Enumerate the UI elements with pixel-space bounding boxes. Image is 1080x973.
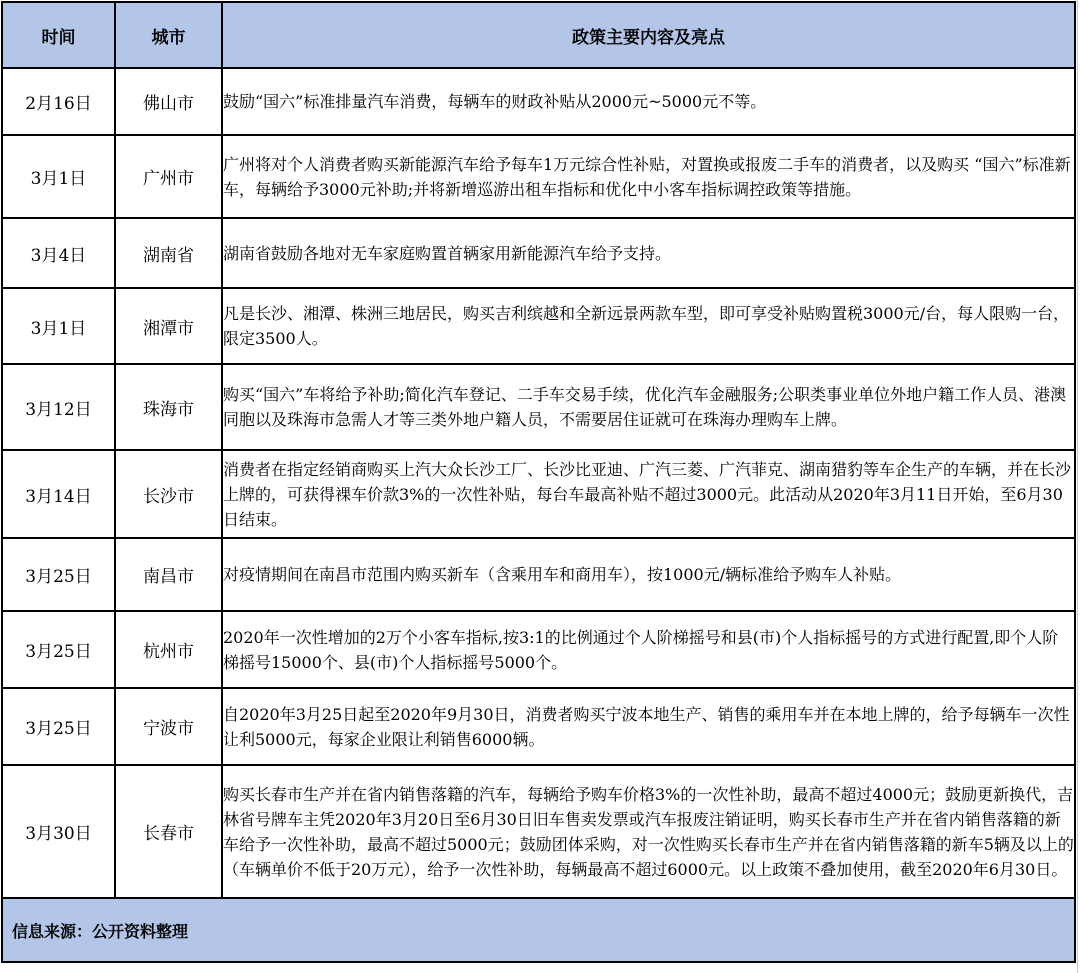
- row-content: 凡是长沙、湘潭、株洲三地居民，购买吉利缤越和全新远景两款车型，即可享受补贴购置税3000元/台，每人限购一台，限定3500人。: [222, 288, 1075, 364]
- row-content: 购买“国六”车将给予补助;简化汽车登记、二手车交易手续，优化汽车金融服务;公职类事业单位外地户籍工作人员、港澳同胞以及珠海市急需人才等三类外地户籍人员，不需要居住证就可在珠海办理购车上牌。: [222, 364, 1075, 450]
- row-city: 南昌市: [115, 538, 222, 611]
- row-content: 鼓励“国六”标准排量汽车消费，每辆车的财政补贴从2000元~5000元不等。: [222, 68, 1075, 135]
- right-edge-divider: [1077, 0, 1078, 973]
- row-city: 杭州市: [115, 611, 222, 688]
- header-content: 政策主要内容及亮点: [222, 2, 1075, 68]
- table-row: [2, 688, 1075, 765]
- row-date: 3月1日: [2, 288, 115, 364]
- policy-table: [1, 1, 1076, 963]
- table-row: [2, 765, 1075, 898]
- row-content: 2020年一次性增加的2万个小客车指标,按3:1的比例通过个人阶梯摇号和县(市)个人指标摇号的方式进行配置,即个人阶梯摇号15000个、县(市)个人指标摇号5000个。: [222, 611, 1075, 688]
- row-date: 3月1日: [2, 135, 115, 218]
- row-content: 消费者在指定经销商购买上汽大众长沙工厂、长沙比亚迪、广汽三菱、广汽菲克、湖南猎豹等车企生产的车辆，并在长沙上牌的，可获得裸车价款3%的一次性补贴，每台车最高补贴不超过3000元。此活动从2020年3月11日开始，至6月30日结束。: [222, 450, 1075, 538]
- row-city: 湖南省: [115, 218, 222, 288]
- table-row: [2, 538, 1075, 611]
- table-row: [2, 450, 1075, 538]
- footer-row: [2, 898, 1075, 962]
- header-date: 时间: [2, 2, 115, 68]
- row-content: 广州将对个人消费者购买新能源汽车给予每车1万元综合性补贴，对置换或报废二手车的消费者，以及购买 “国六”标准新车，每辆给予3000元补助;并将新增巡游出租车指标和优化中小客车指标调控政策等措施。: [222, 135, 1075, 218]
- table-row: [2, 611, 1075, 688]
- source-note: 信息来源：公开资料整理: [2, 898, 1075, 962]
- table-row: [2, 288, 1075, 364]
- table-row: [2, 68, 1075, 135]
- row-date: 3月14日: [2, 450, 115, 538]
- table-row: [2, 218, 1075, 288]
- row-date: 3月4日: [2, 218, 115, 288]
- table-row: [2, 364, 1075, 450]
- row-city: 湘潭市: [115, 288, 222, 364]
- row-content: 湖南省鼓励各地对无车家庭购置首辆家用新能源汽车给予支持。: [222, 218, 1075, 288]
- row-date: 3月12日: [2, 364, 115, 450]
- row-date: 3月25日: [2, 538, 115, 611]
- row-date: 3月25日: [2, 611, 115, 688]
- row-content: 对疫情期间在南昌市范围内购买新车（含乘用车和商用车），按1000元/辆标准给予购车人补贴。: [222, 538, 1075, 611]
- row-content: 自2020年3月25日起至2020年9月30日，消费者购买宁波本地生产、销售的乘用车并在本地上牌的，给予每辆车一次性让利5000元，每家企业限让利销售6000辆。: [222, 688, 1075, 765]
- row-date: 3月30日: [2, 765, 115, 898]
- row-city: 广州市: [115, 135, 222, 218]
- row-city: 宁波市: [115, 688, 222, 765]
- row-city: 长春市: [115, 765, 222, 898]
- header-city: 城市: [115, 2, 222, 68]
- row-date: 2月16日: [2, 68, 115, 135]
- row-city: 佛山市: [115, 68, 222, 135]
- table-row: [2, 135, 1075, 218]
- row-date: 3月25日: [2, 688, 115, 765]
- row-city: 长沙市: [115, 450, 222, 538]
- header-row: [2, 2, 1075, 68]
- row-content: 购买长春市生产并在省内销售落籍的汽车，每辆给予购车价格3%的一次性补助，最高不超过4000元；鼓励更新换代，吉林省号牌车主凭2020年3月20日至6月30日旧车售卖发票或汽车报废注销证明，购买长春市生产并在省内销售落籍的新车给予一次性补助，最高不超过5000元；鼓励团体采购，对一次性购买长春市生产并在省内销售落籍的新车5辆及以上的（车辆单价不低于20万元），给予一次性补助，每辆最高不超过6000元。以上政策不叠加使用，截至2020年6月30日。: [222, 765, 1075, 898]
- row-city: 珠海市: [115, 364, 222, 450]
